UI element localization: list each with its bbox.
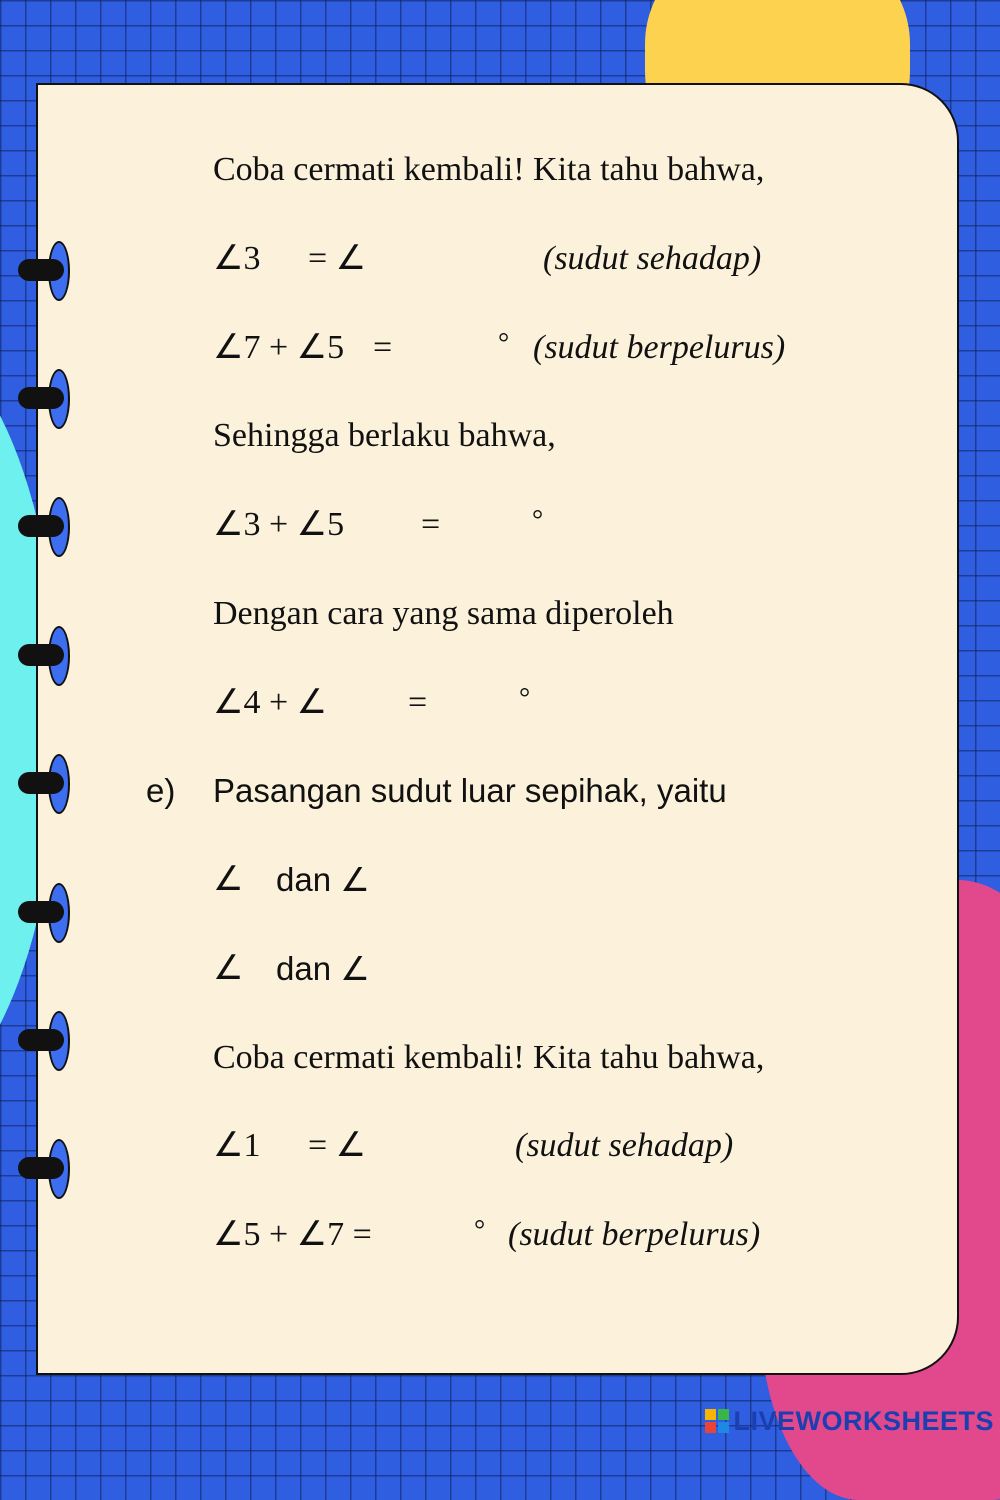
notebook-page <box>36 83 959 1375</box>
equals-sign: = <box>373 329 393 366</box>
section-heading: Pasangan sudut luar sepihak, yaitu <box>213 772 727 809</box>
intro-text-2: Coba cermati kembali! Kita tahu bahwa, <box>213 1039 765 1076</box>
spiral-ring <box>18 369 74 431</box>
angle-7-plus-5: ∠7 + ∠5 <box>213 329 345 366</box>
brand-name: LIVEWORKSHEETS <box>733 1405 994 1436</box>
equals-angle: = ∠ <box>308 240 367 277</box>
conclusion-text: Sehingga berlaku bahwa, <box>213 417 556 454</box>
angle-4-plus: ∠4 + ∠ <box>213 684 328 721</box>
brand-logo-icon <box>705 1409 729 1433</box>
spiral-ring <box>18 883 74 945</box>
sudut-sehadap-note: (sudut sehadap) <box>543 240 762 277</box>
equals-sign: = <box>408 684 428 721</box>
angle-3-plus-5: ∠3 + ∠5 <box>213 506 345 543</box>
sudut-berpelurus-note: (sudut berpelurus) <box>508 1216 761 1253</box>
angle-symbol: ∠ <box>213 861 244 898</box>
angle-3-label: ∠3 <box>213 240 261 277</box>
equals-angle: = ∠ <box>308 1127 367 1164</box>
spiral-ring <box>18 1139 74 1201</box>
angle-1-label: ∠1 <box>213 1127 261 1164</box>
intro-text: Coba cermati kembali! Kita tahu bahwa, <box>213 151 765 188</box>
similar-method-text: Dengan cara yang sama diperoleh <box>213 595 674 632</box>
equals-sign: = <box>421 506 441 543</box>
spiral-ring <box>18 241 74 303</box>
spiral-ring <box>18 626 74 688</box>
spiral-ring <box>18 754 74 816</box>
angle-symbol: ∠ <box>213 950 244 987</box>
degree-symbol: ° <box>519 683 531 714</box>
spiral-ring <box>18 1011 74 1073</box>
item-label-e: e) <box>146 772 176 809</box>
degree-symbol: ° <box>498 328 510 359</box>
dan-angle: dan ∠ <box>276 950 370 987</box>
degree-symbol: ° <box>474 1215 486 1246</box>
sudut-berpelurus-note: (sudut berpelurus) <box>533 329 786 366</box>
dan-angle: dan ∠ <box>276 861 370 898</box>
spiral-ring <box>18 497 74 559</box>
sudut-sehadap-note: (sudut sehadap) <box>515 1127 734 1164</box>
liveworksheets-brand <box>705 1403 994 1439</box>
degree-symbol: ° <box>532 505 544 536</box>
angle-5-plus-7: ∠5 + ∠7 = <box>213 1216 372 1253</box>
